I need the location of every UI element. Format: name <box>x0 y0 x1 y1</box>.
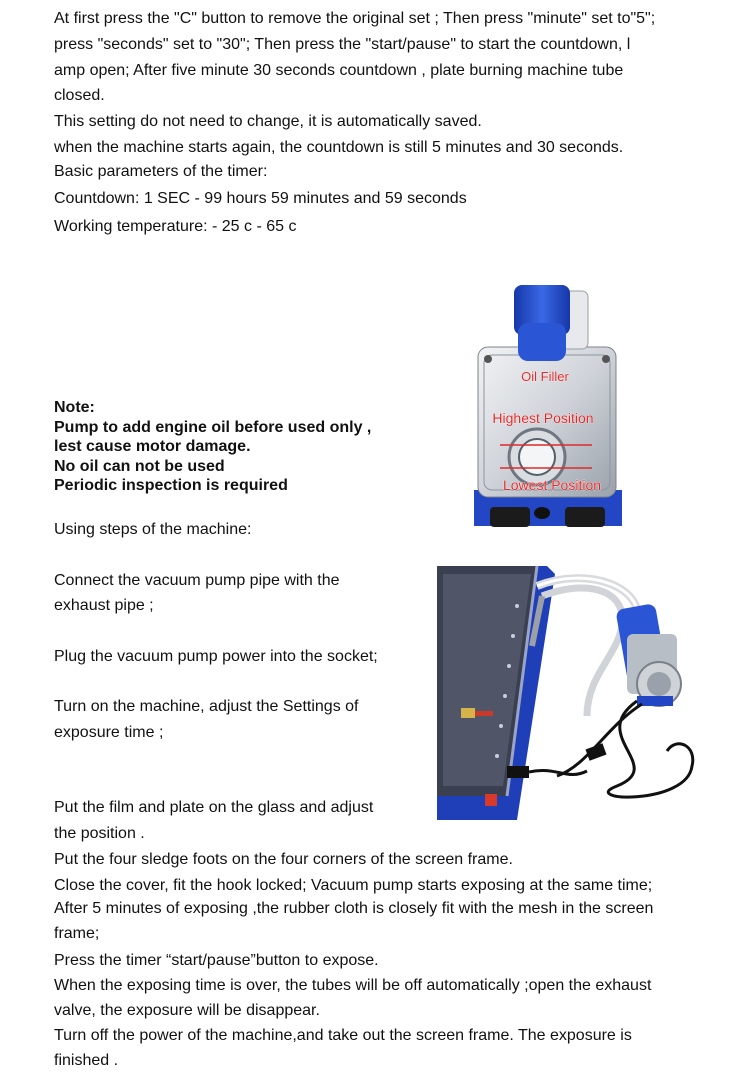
step-10-line-1: Turn off the power of the machine,and take out the screen frame. The exposure is <box>54 1027 632 1044</box>
oil-filler-label: Oil Filler <box>521 369 569 384</box>
step-3-line-2: exposure time ; <box>54 724 164 741</box>
highest-position-label: Highest Position <box>492 410 594 426</box>
countdown-range: Countdown: 1 SEC - 99 hours 59 minutes and 59 seconds <box>54 190 467 207</box>
vacuum-pump-photo <box>470 285 625 530</box>
intro-line-3: amp open; After five minute 30 seconds countdown , plate burning machine tube <box>54 62 624 79</box>
intro-line-4: closed. <box>54 87 105 104</box>
note-title: Note: <box>54 399 95 416</box>
step-4-line-2: the position . <box>54 825 145 842</box>
machine-with-pump-photo <box>437 566 707 820</box>
intro-line-7: Basic parameters of the timer: <box>54 163 268 180</box>
note-line-4: Periodic inspection is required <box>54 477 288 494</box>
steps-heading: Using steps of the machine: <box>54 521 252 538</box>
step-10-line-2: finished . <box>54 1052 119 1069</box>
step-9-line-1: When the exposing time is over, the tubes will be off automatically ;open the exhaust <box>54 977 652 994</box>
note-line-1: Pump to add engine oil before used only , <box>54 418 372 436</box>
step-6: Close the cover, fit the hook locked; Vacuum pump starts exposing at the same time; <box>54 877 653 894</box>
step-7-line-2: frame; <box>54 925 100 942</box>
step-2: Plug the vacuum pump power into the socket; <box>54 648 378 665</box>
step-8: Press the timer “start/pause”button to expose. <box>54 952 379 969</box>
intro-line-1: At first press the "C" button to remove the original set ; Then press "minute" set to"5"; <box>54 10 656 27</box>
step-1-line-2: exhaust pipe ; <box>54 597 154 614</box>
step-9-line-2: valve, the exposure will be disappear. <box>54 1002 320 1019</box>
note-block <box>54 398 371 496</box>
intro-line-5: This setting do not need to change, it is automatically saved. <box>54 113 482 130</box>
lowest-position-label: Lowest Position <box>502 477 602 493</box>
note-line-3: No oil can not be used <box>54 457 225 475</box>
working-temperature: Working temperature: - 25 c - 65 c <box>54 218 297 235</box>
step-7-line-1: After 5 minutes of exposing ,the rubber cloth is closely fit with the mesh in the screen <box>54 900 654 917</box>
step-5: Put the four sledge foots on the four corners of the screen frame. <box>54 851 513 868</box>
intro-line-6: when the machine starts again, the countdown is still 5 minutes and 30 seconds. <box>54 139 624 156</box>
note-line-2: lest cause motor damage. <box>54 438 251 455</box>
step-4-line-1: Put the film and plate on the glass and adjust <box>54 799 374 816</box>
step-3-line-1: Turn on the machine, adjust the Settings of <box>54 698 359 715</box>
intro-line-2: press "seconds" set to "30"; Then press the "start/pause" to start the countdown, l <box>54 36 631 53</box>
step-1-line-1: Connect the vacuum pump pipe with the <box>54 572 340 589</box>
